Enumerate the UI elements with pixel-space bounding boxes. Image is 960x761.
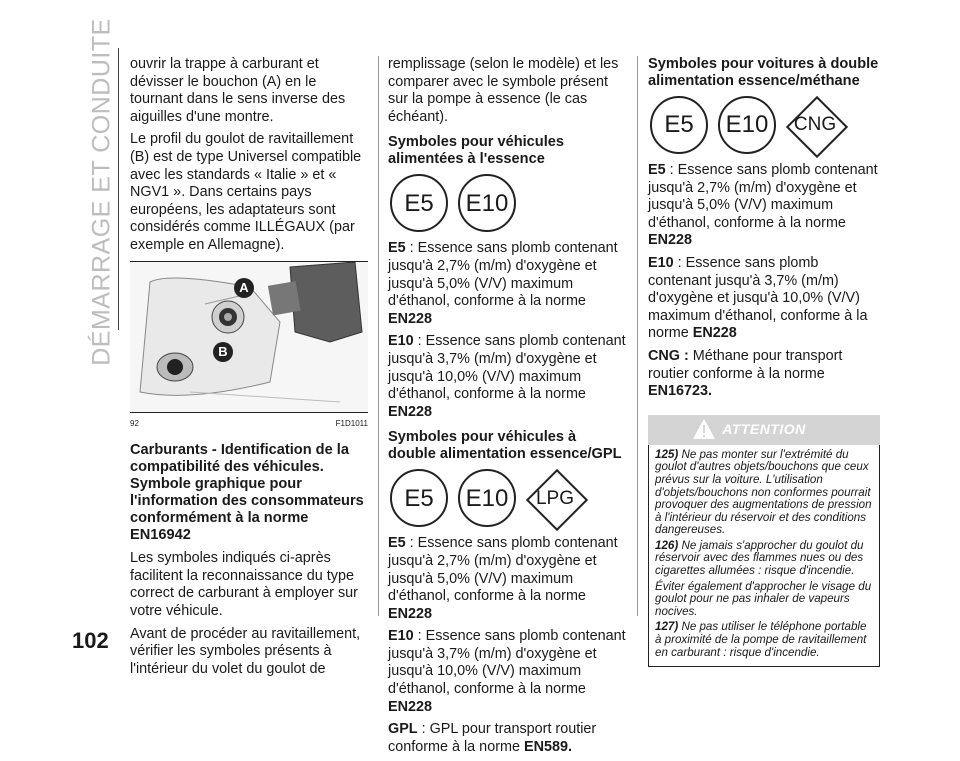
standard-ref: EN228 xyxy=(692,325,737,342)
fuel-text: : Essence sans plomb contenant jusqu'à 3,7% (m/m) d'oxygène et jusqu'à 10,0% (V/V) maximum d'éthanol, conforme à la norme xyxy=(388,628,626,698)
section-heading: Carburants - Identification de la compatibilité des véhicules. Symbole graphique pour l'information des consommateurs conformément à la norme EN16942 xyxy=(130,442,364,544)
section-heading: Symboles pour véhicules alimentées à l'essence xyxy=(388,134,564,168)
fuel-text: : GPL pour transport routier conforme à la norme xyxy=(388,721,597,755)
warning-text: Ne pas monter sur l'extrémité du goulot d'autres objets/bouchons que ceux prévus sur la voiture. L'utilisation d'objets/bouchons non conformes pourrait provoquer des augmentations de pression à l'intérieur du réservoir et des conditions dangereuses. xyxy=(655,447,872,537)
paragraph: ouvrir la trappe à carburant et dévisser le bouchon (A) en le tournant dans le sens inverse des aiguilles d'une montre. xyxy=(130,56,346,125)
column-divider-1 xyxy=(378,56,379,616)
section-side-title xyxy=(87,18,116,366)
callout-a: A xyxy=(234,278,254,298)
standard-ref: EN589. xyxy=(523,738,572,755)
section-heading: Symboles pour voitures à double alimentation essence/méthane xyxy=(648,56,879,89)
fuel-code: CNG : xyxy=(648,347,689,364)
fuel-text: : Essence sans plomb contenant jusqu'à 3,7% (m/m) d'oxygène et jusqu'à 10,0% (V/V) maximum d'éthanol, conforme à la norme xyxy=(648,254,868,342)
e10-symbol: E10 xyxy=(718,96,776,154)
fuel-text: : Essence sans plomb contenant jusqu'à 3,7% (m/m) d'oxygène et jusqu'à 10,0% (V/V) maximum d'éthanol, conforme à la norme xyxy=(388,333,626,403)
warning-triangle-icon xyxy=(692,418,716,440)
fuel-description xyxy=(648,162,880,250)
warning-item xyxy=(655,540,873,578)
fuel-code: E5 xyxy=(388,535,406,552)
column-divider-2 xyxy=(637,56,638,616)
paragraph: Les symboles indiqués ci-après facilitent la reconnaissance du type correct de carburant à employer sur votre véhicule. xyxy=(130,550,358,619)
paragraph: remplissage (selon le modèle) et les comparer avec le symbole présent sur la pompe à essence (le cas échéant). xyxy=(388,56,619,125)
fuel-description xyxy=(388,628,628,716)
fuel-code: E5 xyxy=(388,240,406,257)
lpg-symbol xyxy=(526,469,584,527)
side-title-text: DÉMARRAGE ET CONDUITE xyxy=(87,18,116,366)
fuel-code: E10 xyxy=(388,628,414,645)
attention-label: ATTENTION xyxy=(722,420,806,437)
fuel-description xyxy=(388,535,628,623)
fuel-filler-figure xyxy=(130,261,368,413)
section-heading: Symboles pour véhicules à double alimentation essence/GPL xyxy=(388,429,622,463)
paragraph: Le profil du goulot de ravitaillement (B) est de type Universel compatible avec les standards « Italie » et « NGV1 ». Dans certains pays européens, les adaptateurs sont considérés comme ILLÉGAUX (par exemple en Allemagne). xyxy=(130,131,362,253)
standard-ref: EN16723. xyxy=(648,383,713,400)
column-2 xyxy=(388,56,628,761)
fuel-text: : Essence sans plomb contenant jusqu'à 2,7% (m/m) d'oxygène et jusqu'à 5,0% (V/V) maximum d'éthanol, conforme à la norme xyxy=(388,240,618,310)
lpg-symbols xyxy=(390,469,628,527)
standard-ref: EN228 xyxy=(388,403,433,420)
e5-symbol: E5 xyxy=(650,96,708,154)
column-3 xyxy=(648,56,880,667)
e10-symbol: E10 xyxy=(458,469,516,527)
standard-ref: EN228 xyxy=(388,698,433,715)
warning-number: 126) xyxy=(655,538,679,552)
warning-number: 125) xyxy=(655,447,679,461)
fuel-text: Méthane pour transport routier conforme à la norme xyxy=(648,347,843,382)
paragraph: Avant de procéder au ravitaillement, vérifier les symboles présents à l'intérieur du volet du goulot de xyxy=(130,625,361,677)
fuel-description xyxy=(648,348,880,401)
standard-ref: EN228 xyxy=(388,605,433,622)
standard-ref: EN228 xyxy=(648,232,693,249)
column-1 xyxy=(130,56,368,683)
fuel-text: : Essence sans plomb contenant jusqu'à 2,7% (m/m) d'oxygène et jusqu'à 5,0% (V/V) maximum d'éthanol, conforme à la norme xyxy=(648,162,878,231)
warning-text: Ne pas utiliser le téléphone portable à proximité de la pompe de ravitaillement en carburant : risque d'incendie. xyxy=(655,620,867,659)
warning-number: 127) xyxy=(655,620,679,634)
e5-symbol: E5 xyxy=(390,174,448,232)
fuel-description xyxy=(648,255,880,343)
fuel-text: : Essence sans plomb contenant jusqu'à 2,7% (m/m) d'oxygène et jusqu'à 5,0% (V/V) maximum d'éthanol, conforme à la norme xyxy=(388,535,618,605)
fuel-description xyxy=(388,333,628,421)
warning-item: Éviter également d'approcher le visage du goulot pour ne pas inhaler de vapeurs nocives. xyxy=(655,579,872,618)
lpg-symbol-text: LPG xyxy=(535,487,575,509)
callout-b: B xyxy=(213,342,233,362)
page-number: 102 xyxy=(72,628,109,653)
cng-symbol xyxy=(786,96,844,154)
cng-symbols xyxy=(650,96,880,154)
fuel-description xyxy=(388,721,628,756)
fuel-code: E10 xyxy=(388,333,414,350)
figure-code: F1D1011 xyxy=(335,418,368,428)
warning-item xyxy=(655,449,873,537)
fuel-code: GPL xyxy=(388,721,418,738)
figure-number: 92 xyxy=(130,418,139,428)
cng-symbol-text: CNG xyxy=(793,114,837,136)
side-divider xyxy=(118,48,119,330)
e10-symbol: E10 xyxy=(458,174,516,232)
standard-ref: EN228 xyxy=(388,310,433,327)
e5-symbol: E5 xyxy=(390,469,448,527)
fuel-code: E5 xyxy=(648,162,666,178)
attention-header xyxy=(648,415,880,445)
warning-item xyxy=(655,621,873,659)
petrol-symbols xyxy=(390,174,628,232)
fuel-code: E10 xyxy=(648,254,674,271)
attention-box xyxy=(648,445,880,668)
warning-text: Ne jamais s'approcher du goulot du réservoir avec des flammes nues ou des cigarettes allumées : risque d'incendie. xyxy=(655,538,864,578)
figure-caption xyxy=(130,415,368,433)
fuel-description xyxy=(388,240,628,328)
